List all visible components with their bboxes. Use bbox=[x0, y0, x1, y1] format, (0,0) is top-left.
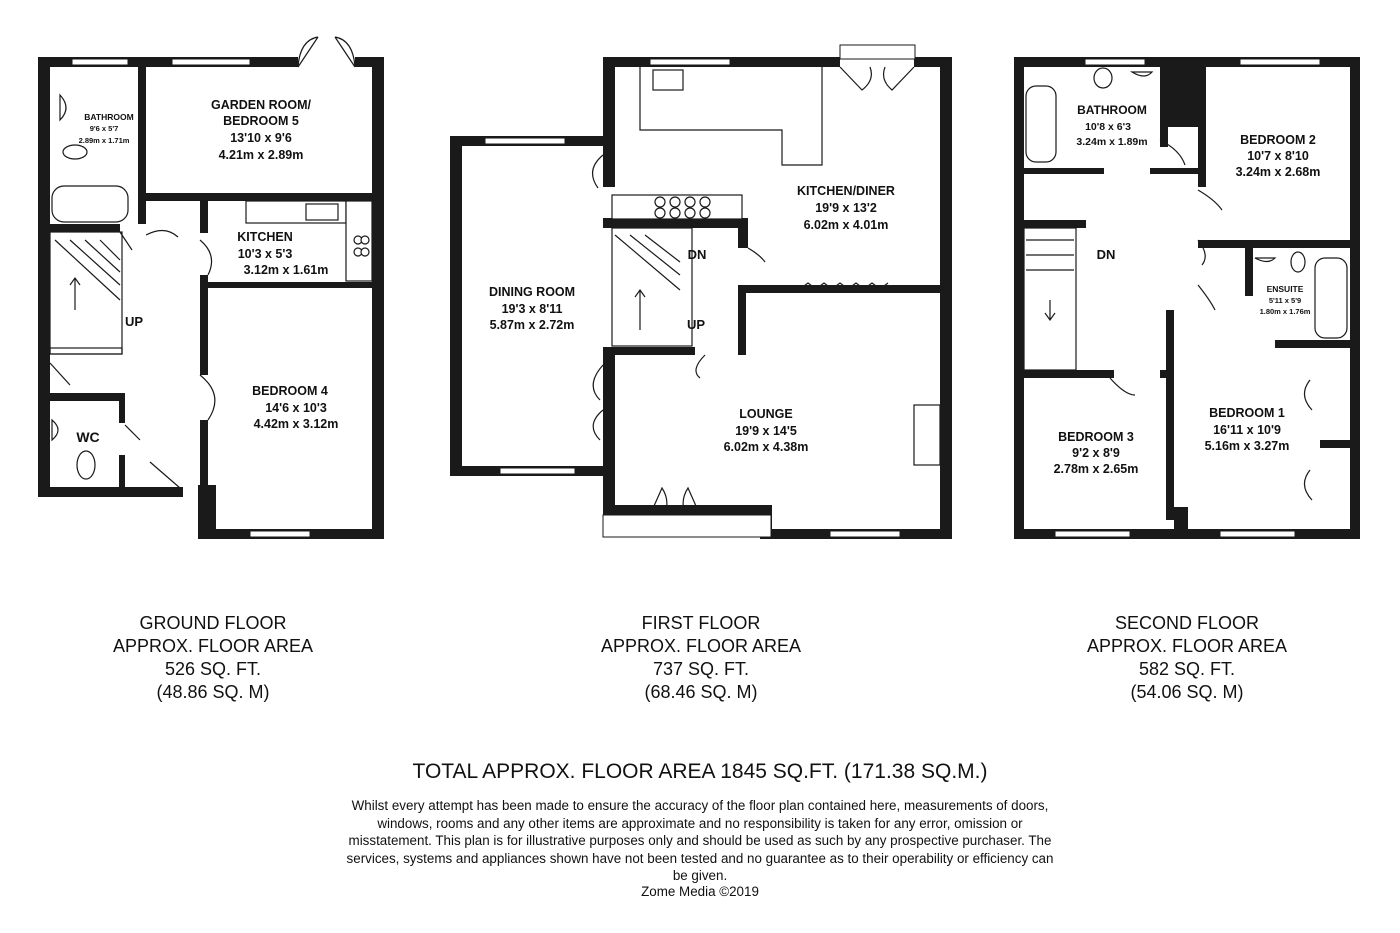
ground-stairs-up: UP bbox=[124, 314, 144, 329]
ground-floor-plan bbox=[38, 37, 384, 539]
second-bathroom-name: BATHROOM bbox=[1077, 103, 1147, 117]
first-floor-sqft: 737 SQ. FT. bbox=[652, 659, 750, 679]
ensuite-name: ENSUITE bbox=[1266, 284, 1304, 294]
second-floor-title: SECOND FLOOR bbox=[1114, 613, 1260, 633]
bedroom3-metric: 2.78m x 2.65m bbox=[1053, 462, 1139, 476]
garden-room-name: GARDEN ROOM/ bbox=[211, 98, 311, 112]
kitchen-diner-name: KITCHEN/DINER bbox=[797, 184, 895, 198]
first-floor-sqm: (68.46 SQ. M) bbox=[644, 682, 758, 702]
bedroom1-metric: 5.16m x 3.27m bbox=[1204, 439, 1290, 453]
bedroom2-name: BEDROOM 2 bbox=[1240, 133, 1316, 147]
bedroom4-name: BEDROOM 4 bbox=[252, 384, 328, 398]
garden-room-name-2: BEDROOM 5 bbox=[223, 114, 299, 128]
garden-room-metric: 4.21m x 2.89m bbox=[218, 148, 304, 162]
ground-bathroom-name: BATHROOM bbox=[84, 112, 134, 122]
first-floor-caption bbox=[551, 612, 851, 704]
second-floor-area-label: APPROX. FLOOR AREA bbox=[1086, 636, 1288, 656]
ground-floor-area-label: APPROX. FLOOR AREA bbox=[112, 636, 314, 656]
second-bathroom-metric: 3.24m x 1.89m bbox=[1076, 136, 1148, 148]
bedroom2-imperial: 10'7 x 8'10 bbox=[1247, 149, 1309, 163]
second-bathroom-imperial: 10'8 x 6'3 bbox=[1085, 121, 1131, 133]
ground-floor-sqft: 526 SQ. FT. bbox=[164, 659, 262, 679]
ground-floor-sqm: (48.86 SQ. M) bbox=[156, 682, 270, 702]
ground-kitchen-name: KITCHEN bbox=[237, 230, 293, 244]
ground-floor-caption bbox=[63, 612, 363, 704]
bedroom2-metric: 3.24m x 2.68m bbox=[1235, 165, 1321, 179]
kitchen-diner-metric: 6.02m x 4.01m bbox=[803, 218, 889, 232]
lounge-metric: 6.02m x 4.38m bbox=[723, 440, 809, 454]
ground-bathroom-imperial: 9'6 x 5'7 bbox=[89, 124, 119, 133]
second-stairs-down: DN bbox=[1096, 247, 1116, 262]
first-stairs-down: DN bbox=[687, 247, 707, 262]
second-floor-plan bbox=[1014, 57, 1360, 539]
lounge-imperial: 19'9 x 14'5 bbox=[735, 424, 797, 438]
wc-name: WC bbox=[76, 429, 100, 445]
ensuite-metric: 1.80m x 1.76m bbox=[1259, 307, 1311, 316]
bedroom4-metric: 4.42m x 3.12m bbox=[253, 417, 339, 431]
bedroom1-imperial: 16'11 x 10'9 bbox=[1213, 423, 1281, 437]
first-stairs-up: UP bbox=[686, 317, 706, 332]
kitchen-diner-imperial: 19'9 x 13'2 bbox=[815, 201, 877, 215]
second-floor-sqft: 582 SQ. FT. bbox=[1138, 659, 1236, 679]
garden-room-imperial: 13'10 x 9'6 bbox=[230, 131, 292, 145]
first-floor-title: FIRST FLOOR bbox=[641, 613, 761, 633]
dining-room-name: DINING ROOM bbox=[488, 285, 576, 299]
ensuite-imperial: 5'11 x 5'9 bbox=[1268, 296, 1302, 305]
bedroom3-name: BEDROOM 3 bbox=[1058, 430, 1134, 444]
disclaimer-text: Whilst every attempt has been made to ensure the accuracy of the floor plan contained here, measurements of doors, windows, rooms and any other items are approximate and no responsibility is taken for any error, omission or misstatement. This plan is for illustrative purposes only and should be used as such by any prospective purchaser. The services, systems and appliances shown have not been tested and no guarantee as to their operability or efficiency can be given. bbox=[346, 798, 1054, 883]
ground-floor-title: GROUND FLOOR bbox=[139, 613, 287, 633]
ground-kitchen-imperial: 10'3 x 5'3 bbox=[237, 247, 293, 261]
dining-room-imperial: 19'3 x 8'11 bbox=[501, 302, 563, 316]
first-floor-plan bbox=[450, 45, 952, 539]
bedroom3-imperial: 9'2 x 8'9 bbox=[1072, 446, 1120, 460]
second-floor-sqm: (54.06 SQ. M) bbox=[1130, 682, 1244, 702]
dining-room-metric: 5.87m x 2.72m bbox=[489, 318, 575, 332]
bedroom1-name: BEDROOM 1 bbox=[1209, 406, 1285, 420]
second-floor-caption bbox=[1037, 612, 1337, 704]
bedroom4-imperial: 14'6 x 10'3 bbox=[265, 401, 327, 415]
first-floor-area-label: APPROX. FLOOR AREA bbox=[600, 636, 802, 656]
copyright-text: Zome Media ©2019 bbox=[641, 884, 759, 899]
ground-kitchen-metric: 3.12m x 1.61m bbox=[243, 263, 329, 277]
total-floor-area: TOTAL APPROX. FLOOR AREA 1845 SQ.FT. (171.38 SQ.M.) bbox=[412, 760, 988, 783]
lounge-name: LOUNGE bbox=[739, 407, 793, 421]
ground-bathroom-metric: 2.89m x 1.71m bbox=[78, 136, 130, 145]
